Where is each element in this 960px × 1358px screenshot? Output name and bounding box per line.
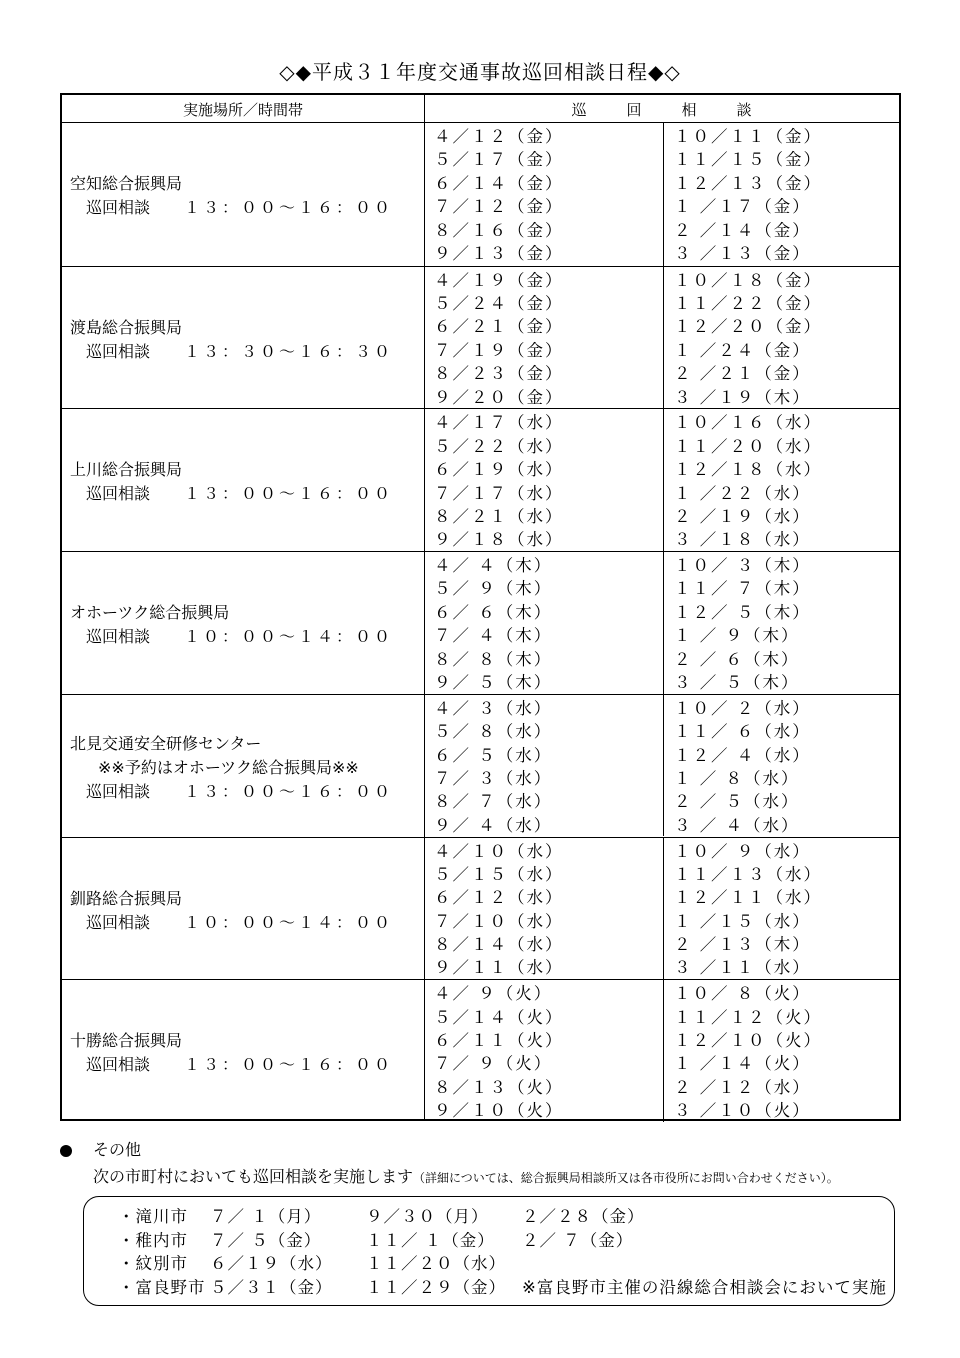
date-cell: １１／ ６（水）: [674, 722, 811, 742]
consult-label: 巡回相談: [86, 484, 151, 504]
dates-second-half: [674, 697, 811, 837]
date-cell: １ ／１５（水）: [674, 911, 811, 931]
date-cell: １ ／２２（水）: [674, 483, 811, 503]
dates-first-half: [434, 269, 564, 409]
date-cell: ３ ／１３（金）: [674, 243, 811, 263]
date-divider: [663, 552, 664, 694]
consult-time: [86, 339, 393, 362]
place-name: 空知総合振興局: [70, 174, 183, 193]
schedule-row: [62, 979, 899, 1122]
schedule-row: [62, 837, 899, 980]
city-row: [118, 1250, 522, 1273]
date-cell: １ ／１７（金）: [674, 197, 811, 217]
bullet-icon: [60, 1145, 72, 1157]
date-cell: １ ／１４（火）: [674, 1054, 811, 1074]
date-cell: １ ／ ８（水）: [674, 768, 800, 788]
date-cell: ２ ／１９（水）: [674, 506, 811, 526]
consult-label: 巡回相談: [86, 627, 151, 647]
dates-second-half: [674, 982, 822, 1122]
date-cell: ７／１０（水）: [434, 911, 564, 931]
city-date-3: ※富良野市主催の沿線総合相談会において実施: [522, 1277, 887, 1297]
date-cell: ４／１９（金）: [434, 270, 564, 290]
place-name: オホーツク総合振興局: [70, 603, 230, 623]
date-cell: ４／１０（水）: [434, 841, 564, 861]
city-date-2: １１／ １（金）: [366, 1230, 495, 1250]
dates-first-half: [434, 697, 552, 837]
date-cell: ２ ／１４（金）: [674, 220, 811, 240]
date-cell: １１／１２（火）: [674, 1007, 822, 1027]
table-header: [62, 95, 899, 123]
city-date-1: ７／ ５（金）: [210, 1230, 322, 1250]
date-cell: １ ／ ９（木）: [674, 626, 800, 646]
dates-second-half: [674, 840, 822, 980]
date-cell: ８／１６（金）: [434, 220, 564, 240]
other-desc-main: 次の市町村においても巡回相談を実施します: [93, 1167, 414, 1186]
date-cell: １１／１３（水）: [674, 864, 822, 884]
date-cell: ２ ／ ６（木）: [674, 649, 800, 669]
time-range: １３：３０～１６：３０: [184, 341, 394, 361]
date-cell: ９／ ４（水）: [434, 815, 553, 835]
city-date-2: １１／２９（金）: [366, 1277, 506, 1297]
schedule-row: [62, 408, 899, 551]
date-cell: ５／１７（金）: [434, 150, 564, 170]
consult-time: [86, 1052, 393, 1075]
date-cell: ９／１１（水）: [434, 958, 564, 978]
date-cell: ８／１３（火）: [434, 1077, 564, 1097]
date-cell: １１／ ７（木）: [674, 579, 811, 599]
dates-second-half: [674, 269, 822, 409]
dates-second-half: [674, 554, 811, 694]
date-cell: ６／１４（金）: [434, 173, 564, 193]
time-range: １０：００～１４：００: [184, 627, 394, 647]
date-divider: [663, 267, 664, 409]
date-cell: ７／ ４（木）: [434, 626, 553, 646]
date-cell: １２／１１（水）: [674, 888, 822, 908]
dates-first-half: [434, 840, 564, 980]
date-cell: １２／１８（水）: [674, 460, 822, 480]
city-date-1: ６／１９（水）: [210, 1254, 333, 1273]
consult-time: [86, 195, 393, 218]
date-cell: １１／２２（金）: [674, 294, 822, 314]
date-cell: ９／１８（水）: [434, 530, 564, 550]
date-cell: ３ ／１８（水）: [674, 530, 811, 550]
date-cell: ８／ ８（木）: [434, 649, 553, 669]
consult-label: 巡回相談: [86, 912, 151, 932]
header-consult: 巡回相談: [571, 101, 792, 119]
city-row: [118, 1274, 887, 1297]
city-name: ・滝川市: [118, 1207, 188, 1226]
date-cell: ５／２４（金）: [434, 294, 564, 314]
date-cell: ７／ ９（火）: [434, 1054, 553, 1074]
date-cell: ３ ／１０（火）: [674, 1101, 811, 1121]
date-cell: ５／１４（火）: [434, 1007, 564, 1027]
date-cell: ５／２２（水）: [434, 436, 564, 456]
schedule-row: [62, 266, 899, 409]
time-range: １３：００～１６：００: [184, 1055, 394, 1075]
date-cell: ９／１０（火）: [434, 1101, 564, 1121]
city-name: ・稚内市: [118, 1230, 188, 1250]
time-range: １３：００～１６：００: [184, 781, 394, 801]
city-row: [118, 1203, 645, 1226]
date-cell: １２／１０（火）: [674, 1030, 822, 1050]
date-cell: ７／ ３（水）: [434, 768, 553, 788]
date-cell: ９／２０（金）: [434, 387, 564, 407]
date-cell: １０／１１（金）: [674, 127, 822, 146]
date-cell: ３ ／ ４（水）: [674, 815, 800, 835]
time-range: １３：００～１６：００: [184, 484, 394, 504]
date-cell: １０／ ２（水）: [674, 698, 811, 718]
date-cell: １２／２０（金）: [674, 317, 822, 337]
date-cell: ３ ／１９（木）: [674, 387, 811, 407]
date-cell: ６／１２（水）: [434, 888, 564, 908]
dates-second-half: [674, 411, 822, 551]
schedule-row: [62, 123, 899, 266]
date-cell: ６／ ５（水）: [434, 745, 553, 765]
date-cell: １２／ ５（木）: [674, 602, 811, 622]
consult-label: 巡回相談: [86, 341, 151, 361]
date-divider: [663, 838, 664, 980]
date-cell: ６／ ６（木）: [434, 602, 553, 622]
dates-first-half: [434, 982, 564, 1122]
city-date-3: ２／ ７（金）: [522, 1230, 634, 1250]
date-cell: ５／ ９（木）: [434, 579, 553, 599]
city-name: ・紋別市: [118, 1254, 188, 1273]
place-name: 十勝総合振興局: [70, 1031, 183, 1051]
city-date-2: ９／３０（月）: [366, 1207, 489, 1226]
date-cell: ３ ／ ５（木）: [674, 673, 800, 693]
date-cell: ２ ／２１（金）: [674, 364, 811, 384]
date-cell: １０／ ８（火）: [674, 984, 811, 1004]
page-title: ◇◆平成３１年度交通事故巡回相談日程◆◇: [279, 60, 681, 84]
date-cell: ２ ／１３（木）: [674, 935, 811, 955]
date-cell: ７／１２（金）: [434, 197, 564, 217]
date-cell: １１／２０（水）: [674, 436, 822, 456]
other-desc-note: （詳細については、総合振興局相談所又は各市役所にお問い合わせください）。: [413, 1171, 839, 1185]
date-cell: ４／ ３（水）: [434, 698, 553, 718]
schedule-row: [62, 551, 899, 694]
consult-label: 巡回相談: [86, 198, 151, 217]
city-date-1: ５／３１（金）: [210, 1277, 333, 1297]
date-cell: １０／ ９（水）: [674, 841, 811, 861]
date-cell: ８／ ７（水）: [434, 792, 553, 812]
consult-time: [86, 779, 393, 802]
date-cell: ９／１３（金）: [434, 243, 564, 263]
date-cell: ７／１７（水）: [434, 483, 564, 503]
date-cell: ４／１７（水）: [434, 413, 564, 433]
date-cell: ３ ／１１（水）: [674, 958, 811, 978]
time-range: １３：００～１６：００: [184, 198, 394, 217]
date-cell: １ ／２４（金）: [674, 340, 811, 360]
header-place: 実施場所／時間帯: [182, 101, 303, 119]
date-divider: [663, 695, 664, 837]
date-cell: ８／１４（水）: [434, 935, 564, 955]
date-cell: ６／１９（水）: [434, 460, 564, 480]
city-date-1: ７／ １（月）: [210, 1207, 322, 1226]
date-cell: １０／１６（水）: [674, 413, 822, 433]
consult-time: [86, 481, 393, 504]
consult-time: [86, 910, 393, 933]
date-cell: １０／１８（金）: [674, 270, 822, 290]
date-cell: ５／１５（水）: [434, 864, 564, 884]
place-name: 釧路総合振興局: [70, 888, 183, 908]
consult-label: 巡回相談: [86, 1055, 151, 1075]
date-cell: １１／１５（金）: [674, 150, 822, 170]
date-cell: ９／ ５（木）: [434, 673, 553, 693]
consult-label: 巡回相談: [86, 781, 151, 801]
city-row: [118, 1227, 633, 1250]
date-divider: [663, 409, 664, 551]
place-name: 北見交通安全研修センター: [70, 733, 262, 753]
date-cell: ６／２１（金）: [434, 317, 564, 337]
consult-time: [86, 624, 393, 647]
other-description: [93, 1164, 839, 1187]
dates-first-half: [434, 554, 552, 694]
place-name: 上川総合振興局: [70, 460, 183, 480]
dates-second-half: [674, 125, 822, 265]
city-schedule-box: [83, 1196, 895, 1306]
date-cell: ８／２３（金）: [434, 364, 564, 384]
city-date-3: ２／２８（金）: [522, 1207, 645, 1226]
date-cell: ４／ ９（火）: [434, 984, 553, 1004]
date-cell: ７／１９（金）: [434, 340, 564, 360]
other-heading: その他: [93, 1140, 142, 1159]
time-range: １０：００～１４：００: [184, 912, 394, 932]
date-cell: ２ ／ ５（水）: [674, 792, 800, 812]
date-cell: ４／１２（金）: [434, 127, 564, 146]
date-cell: ８／２１（水）: [434, 506, 564, 526]
date-cell: １２／ ４（水）: [674, 745, 811, 765]
city-date-2: １１／２０（水）: [366, 1254, 506, 1273]
date-divider: [663, 980, 664, 1122]
date-divider: [663, 123, 664, 266]
date-cell: ５／ ８（水）: [434, 722, 553, 742]
date-cell: ２ ／１２（水）: [674, 1077, 811, 1097]
date-cell: ４／ ４（木）: [434, 556, 553, 576]
date-cell: ６／１１（火）: [434, 1030, 564, 1050]
dates-first-half: [434, 125, 564, 265]
city-name: ・富良野市: [118, 1277, 206, 1297]
place-name: 渡島総合振興局: [70, 317, 183, 337]
dates-first-half: [434, 411, 564, 551]
reservation-note: ※※予約はオホーツク総合振興局※※: [98, 757, 359, 777]
date-cell: １２／１３（金）: [674, 173, 822, 193]
schedule-table: [60, 93, 901, 1121]
schedule-row: [62, 694, 899, 837]
date-cell: １０／ ３（木）: [674, 556, 811, 576]
